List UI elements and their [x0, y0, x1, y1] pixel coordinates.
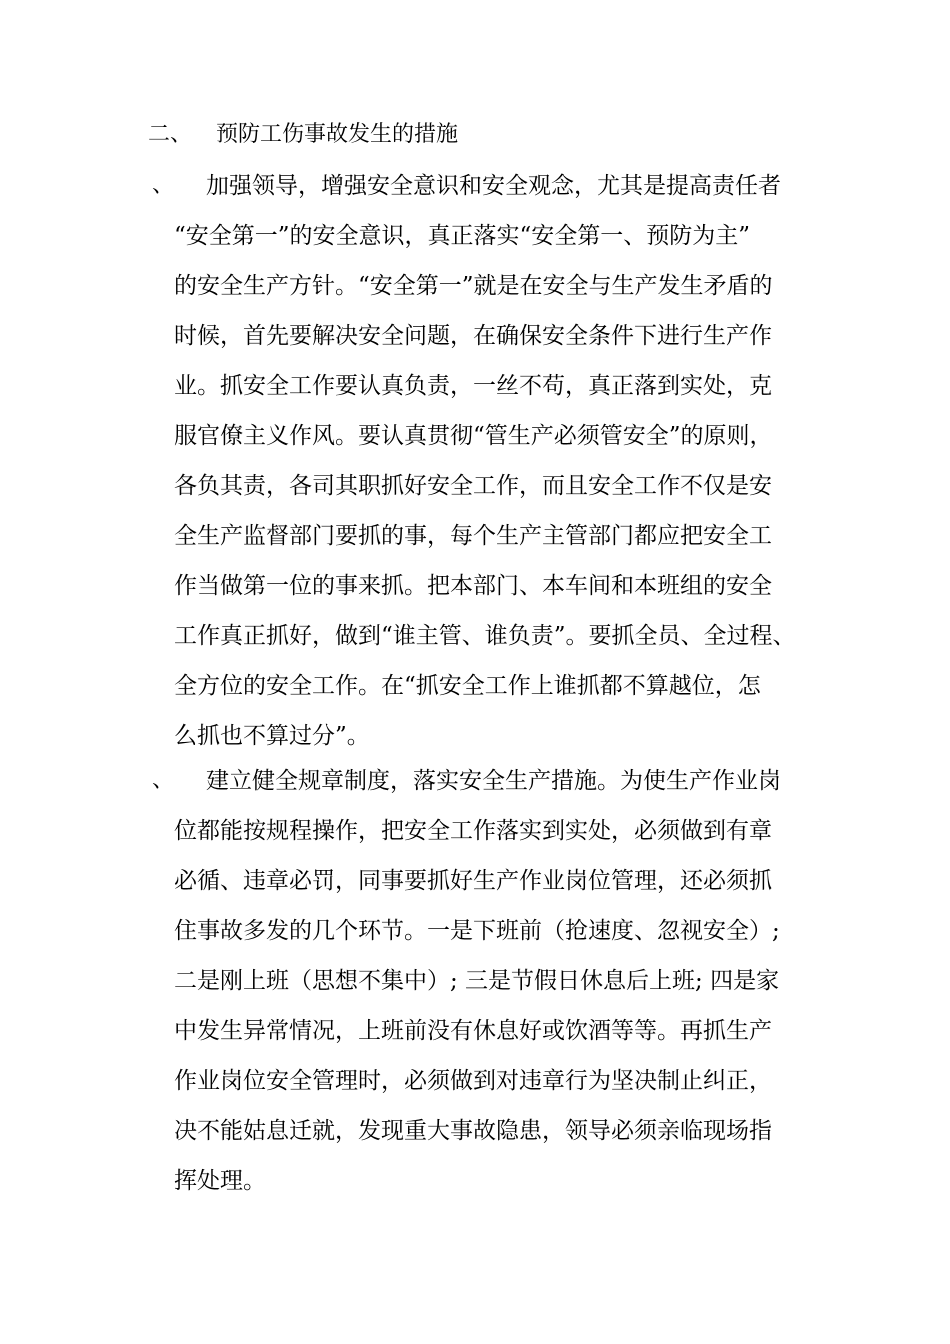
text-line: 全方位的安全工作。在“抓安全工作上谁抓都不算越位，怎 [174, 673, 761, 699]
text-line: 二是刚上班（思想不集中）; 三是节假日休息后上班; 四是家 [174, 968, 780, 994]
section-heading [148, 118, 458, 152]
text-line: 服官僚主义作风。要认真贯彻“管生产必须管安全”的原则， [174, 423, 773, 449]
text-line: 决不能姑息迁就，发现重大事故隐患，领导必须亲临现场指 [174, 1118, 772, 1144]
list-item-text [174, 161, 814, 761]
text-line: 作业岗位安全管理时，必须做到对违章行为坚决制止纠正， [174, 1068, 772, 1094]
list-item-text [174, 756, 814, 1206]
text-line: “安全第一”的安全意识，真正落实“安全第一、预防为主” [174, 223, 751, 249]
list-item-marker: 、 [152, 768, 175, 793]
text-line: 住事故多发的几个环节。一是下班前（抢速度、忽视安全）; [174, 918, 780, 944]
text-line: 全生产监督部门要抓的事，每个生产主管部门都应把安全工 [174, 523, 772, 549]
text-line: 时候，首先要解决安全问题，在确保安全条件下进行生产作 [174, 323, 772, 349]
text-line: 建立健全规章制度，落实安全生产措施。为使生产作业岗 [206, 768, 781, 794]
text-line: 加强领导，增强安全意识和安全观念，尤其是提高责任者 [206, 173, 781, 199]
list-item-marker: 、 [152, 173, 175, 198]
text-line: 作当做第一位的事来抓。把本部门、本车间和本班组的安全 [174, 573, 772, 599]
text-line: 么抓也不算过分”。 [174, 723, 370, 749]
text-line: 必循、违章必罚，同事要抓好生产作业岗位管理，还必须抓 [174, 868, 772, 894]
text-line: 位都能按规程操作，把安全工作落实到实处，必须做到有章 [174, 818, 772, 844]
text-line: 业。抓安全工作要认真负责，一丝不苟，真正落到实处，克 [174, 373, 772, 399]
text-line: 挥处理。 [174, 1168, 266, 1194]
text-line: 中发生异常情况，上班前没有休息好或饮酒等等。再抓生产 [174, 1018, 772, 1044]
section-number: 二、 [148, 122, 193, 147]
text-line: 的安全生产方针。“安全第一”就是在安全与生产发生矛盾的 [174, 273, 773, 299]
text-line: 各负其责，各司其职抓好安全工作，而且安全工作不仅是安 [174, 473, 772, 499]
text-line: 工作真正抓好，做到“谁主管、谁负责”。要抓全员、全过程、 [174, 623, 796, 649]
section-title: 预防工伤事故发生的措施 [216, 122, 459, 147]
